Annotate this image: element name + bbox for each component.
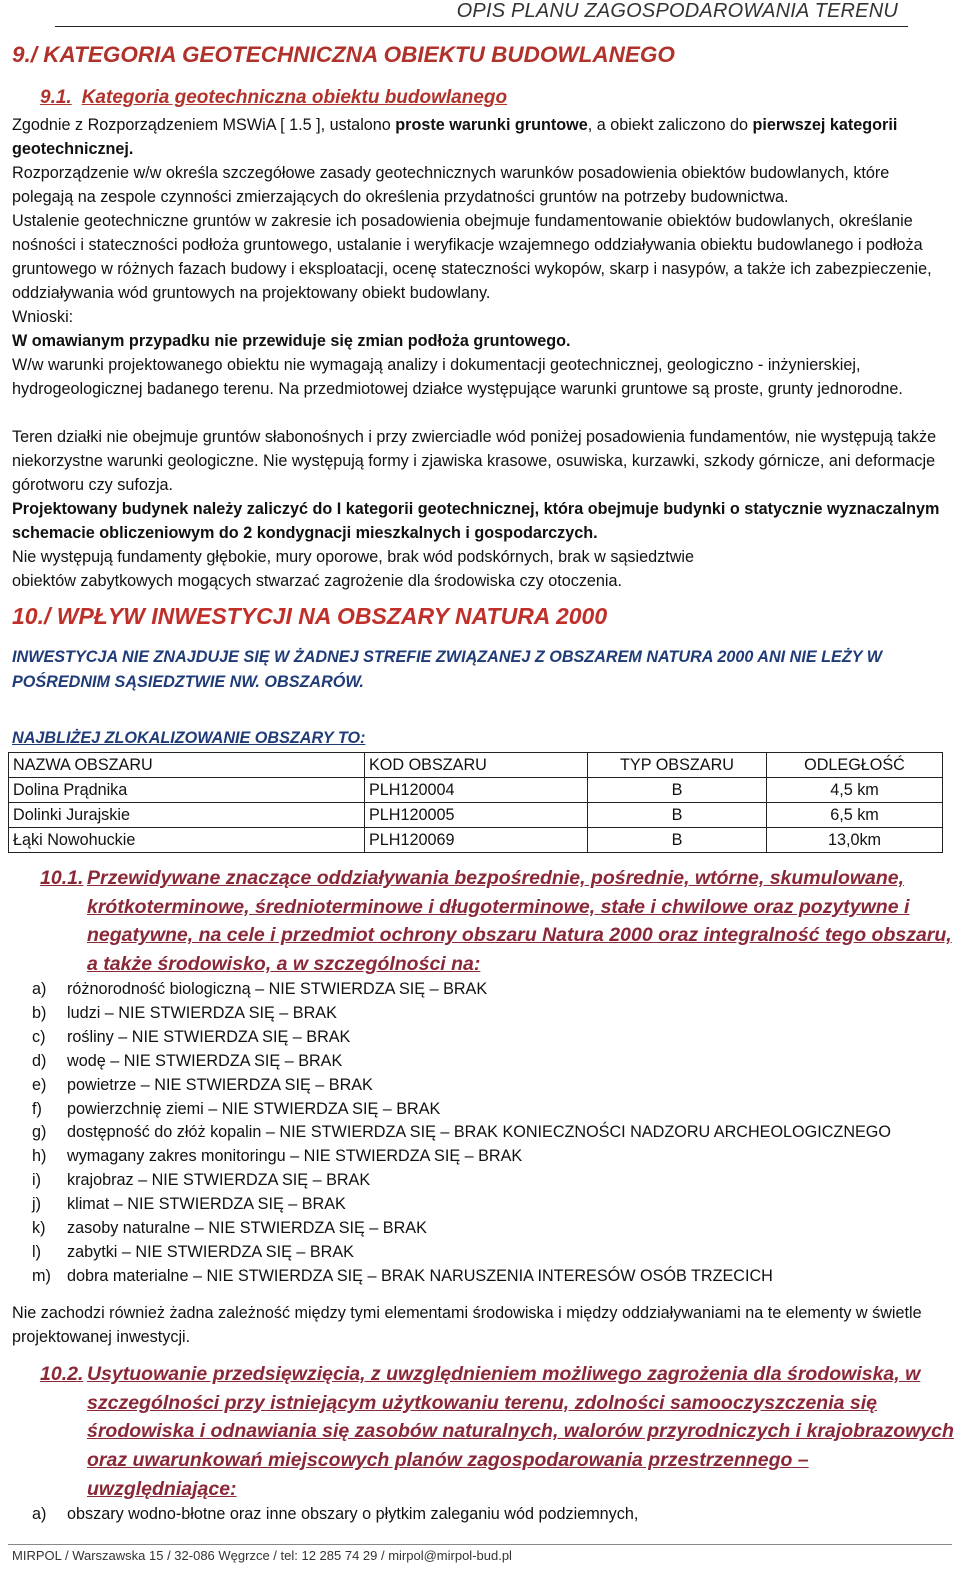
list-marker: g) [32, 1123, 47, 1142]
table-cell: B [588, 828, 767, 853]
list-item-text: wodę – NIE STWIERDZA SIĘ – BRAK [67, 1051, 343, 1070]
text-run-bold: proste warunki gruntowe [395, 116, 588, 134]
paragraph-regulation [12, 113, 942, 161]
list-item [32, 1145, 942, 1169]
list-marker: l) [32, 1242, 41, 1261]
paragraph-conclusion-bold: W omawianym przypadku nie przewiduje się zmian podłoża gruntowego. [12, 332, 571, 350]
subsection-number: 9.1. [40, 87, 72, 108]
list-item [32, 1193, 942, 1217]
natura-areas-table [8, 752, 943, 853]
subsection-title: Kategoria geotechniczna obiektu budowlanego [81, 87, 508, 108]
text-line: Nie występują fundamenty głębokie, mury oporowe, brak wód podskórnych, brak w sąsiedztwie [12, 548, 695, 566]
table-cell: B [588, 778, 767, 803]
list-item [32, 978, 942, 1002]
list-item [32, 1002, 942, 1026]
list-item [32, 1265, 942, 1289]
list-marker: k) [32, 1219, 46, 1238]
list-item [32, 1503, 942, 1527]
list-item [32, 1241, 942, 1265]
table-cell: 4,5 km [767, 778, 943, 803]
natura-note: INWESTYCJA NIE ZNAJDUJE SIĘ W ŻADNEJ STREFIE ZWIĄZANEJ Z OBSZAREM NATURA 2000 ANI NIE LEŻY W POŚREDNIM SĄSIEDZTWIE NW. OBSZARÓW. [12, 648, 883, 691]
table-cell: PLH120069 [365, 828, 588, 853]
table-cell: Dolinki Jurajskie [9, 803, 365, 828]
table-cell: Dolina Prądnika [9, 778, 365, 803]
list-marker: c) [32, 1027, 46, 1046]
list-item-text: powierzchnię ziemi – NIE STWIERDZA SIĘ – BRAK [67, 1099, 441, 1118]
text-run: , a obiekt zaliczono do [587, 116, 753, 134]
paragraph-rules: Rozporządzenie w/w określa szczegółowe zasady geotechnicznych warunków posadowienia obiektów budowlanych, które polegają na zespole czynności zmierzających do określenia przydatności gruntów na potrzeby budownictwa. [12, 164, 890, 206]
list-marker: a) [32, 980, 47, 998]
list-marker: d) [32, 1051, 47, 1070]
section-10-heading: 10./ WPŁYW INWESTYCJI NA OBSZARY NATURA 2000 [12, 603, 608, 629]
table-row [9, 803, 943, 828]
column-header: KOD OBSZARU [365, 753, 588, 778]
table-cell: Łąki Nowohuckie [9, 828, 365, 853]
paragraph-no-dependency: Nie zachodzi również żadna zależność między tymi elementami środowiska i między oddziaływaniami na te elementy w świetle projektowanej inwestycji. [12, 1304, 922, 1346]
list-item-text: klimat – NIE STWIERDZA SIĘ – BRAK [67, 1195, 346, 1214]
table-cell: 6,5 km [767, 803, 943, 828]
table-row [9, 778, 943, 803]
paragraph-foundations [12, 545, 942, 593]
table-cell: PLH120004 [365, 778, 588, 803]
table-row [9, 828, 943, 853]
paragraph-conclusions-label: Wnioski: [12, 308, 74, 326]
table-cell: PLH120005 [365, 803, 588, 828]
list-item-text: różnorodność biologiczną – NIE STWIERDZA SIĘ – BRAK [67, 980, 488, 998]
subsection-10-1-heading [40, 864, 955, 979]
page-footer: MIRPOL / Warszawska 15 / 32-086 Węgrzce / tel: 12 285 74 29 / mirpol@mirpol-bud.pl [12, 1548, 512, 1563]
list-item [32, 1074, 942, 1098]
list-item-text: obszary wodno-błotne oraz inne obszary o płytkim zaleganiu wód podziemnych, [67, 1505, 639, 1523]
subsection-title: Usytuowanie przedsięwzięcia, z uwzględnieniem możliwego zagrożenia dla środowiska, w szczególności przy istniejącym użytkowaniu terenu, zdolności samooczyszczenia się środowiska i odnawiania się zasobów naturalnych, walorów przyrodniczych i krajobrazowych oraz uwarunkowań miejscowych planów zagospodarowania przestrzennego – uwzględniające: [87, 1363, 954, 1500]
list-marker: j) [32, 1195, 41, 1214]
table-cell: B [588, 803, 767, 828]
list-marker: i) [32, 1171, 41, 1190]
list-item [32, 1050, 942, 1074]
list-item-text: krajobraz – NIE STWIERDZA SIĘ – BRAK [67, 1171, 371, 1190]
location-list [32, 1503, 942, 1527]
column-header: TYP OBSZARU [588, 753, 767, 778]
nearest-areas-label: NAJBLIŻEJ ZLOKALIZOWANIE OBSZARY TO: [12, 729, 366, 747]
list-marker: b) [32, 1003, 47, 1022]
list-item-text: dobra materialne – NIE STWIERDZA SIĘ – BRAK NARUSZENIA INTERESÓW OSÓB TRZECICH [67, 1266, 773, 1285]
list-marker: f) [32, 1099, 42, 1118]
list-item [32, 1121, 942, 1145]
list-item-text: rośliny – NIE STWIERDZA SIĘ – BRAK [67, 1027, 351, 1046]
column-header: NAZWA OBSZARU [9, 753, 365, 778]
list-marker: e) [32, 1075, 47, 1094]
table-header-row [9, 753, 943, 778]
table-cell: 13,0km [767, 828, 943, 853]
list-item [32, 1098, 942, 1122]
paragraph-terrain: Teren działki nie obejmuje gruntów słabonośnych i przy zwierciadle wód poniżej posadowienia fundamentów, nie występują także niekorzystne warunki geologiczne. Nie występują formy i zjawiska krasowe, osuwiska, kurzawki, szkody górnicze, ani deformacje górotworu czy sufozja. [12, 428, 937, 494]
list-marker: a) [32, 1505, 47, 1523]
list-marker: m) [32, 1266, 51, 1285]
list-item [32, 1026, 942, 1050]
impact-list [32, 978, 942, 1289]
list-item [32, 1169, 942, 1193]
list-item-text: ludzi – NIE STWIERDZA SIĘ – BRAK [67, 1003, 337, 1022]
list-item [32, 1217, 942, 1241]
paragraph-scope: Ustalenie geotechniczne gruntów w zakresie ich posadowienia obejmuje fundamentowanie obiektów budowlanych, określanie nośności i stateczności podłoża gruntowego, ustalanie i weryfikacje wzajemnego oddziaływania obiektu budowlanego i podłoża gruntowego w różnych fazach budowy i eksploatacji, ocenę stateczności wykopów, skarp i nasypów, a także ich zabezpieczenie, oddziaływania wód gruntowych na projektowany obiekt budowlany. [12, 212, 932, 302]
list-marker: h) [32, 1147, 47, 1166]
subsection-10-2-heading [40, 1360, 955, 1504]
list-item-text: dostępność do złóż kopalin – NIE STWIERDZA SIĘ – BRAK KONIECZNOŚCI NADZORU ARCHEOLOGICZNEGO [67, 1123, 891, 1142]
paragraph-conditions: W/w warunki projektowanego obiektu nie wymagają analizy i dokumentacji geotechnicznej, geologiczno - inżynierskiej, hydrogeologicznej badanego terenu. Na przedmiotowej działce występujące warunki gruntowe są proste, grunty jednorodne. [12, 356, 903, 398]
list-item-text: zasoby naturalne – NIE STWIERDZA SIĘ – BRAK [67, 1219, 427, 1238]
header-divider [55, 26, 908, 27]
subsection-number: 10.2. [40, 1363, 84, 1385]
text-run: Zgodnie z Rozporządzeniem MSWiA [ 1.5 ], ustalono [12, 116, 396, 134]
list-item-text: powietrze – NIE STWIERDZA SIĘ – BRAK [67, 1075, 373, 1094]
list-item-text: zabytki – NIE STWIERDZA SIĘ – BRAK [67, 1242, 354, 1261]
list-item-text: wymagany zakres monitoringu – NIE STWIERDZA SIĘ – BRAK [67, 1147, 523, 1166]
column-header: ODLEGŁOŚĆ [767, 753, 943, 778]
paragraph-category: Projektowany budynek należy zaliczyć do I kategorii geotechnicznej, która obejmuje budynki o statycznie wyznaczalnym schemacie obliczeniowym do 2 kondygnacji mieszkalnych i gospodarczych. [12, 500, 940, 542]
footer-divider [8, 1544, 952, 1545]
section-9-heading: 9./ KATEGORIA GEOTECHNICZNA OBIEKTU BUDOWLANEGO [12, 42, 675, 67]
subsection-9-1-heading [40, 87, 507, 109]
text-run-bold: pierwszej kategorii geotechnicznej. [12, 116, 898, 158]
running-header: OPIS PLANU ZAGOSPODAROWANIA TERENU [456, 0, 898, 22]
text-line: obiektów zabytkowych mogących stwarzać zagrożenie dla środowiska czy otoczenia. [12, 572, 623, 590]
subsection-number: 10.1. [40, 867, 84, 889]
subsection-title: Przewidywane znaczące oddziaływania bezpośrednie, pośrednie, wtórne, skumulowane, krótkoterminowe, średnioterminowe i długoterminowe, stałe i chwilowe oraz pozytywne i negatywne, na cele i przedmiot ochrony obszaru Natura 2000 oraz integralność tego obszaru, a także środowisko, a w szczególności na: [87, 867, 952, 976]
